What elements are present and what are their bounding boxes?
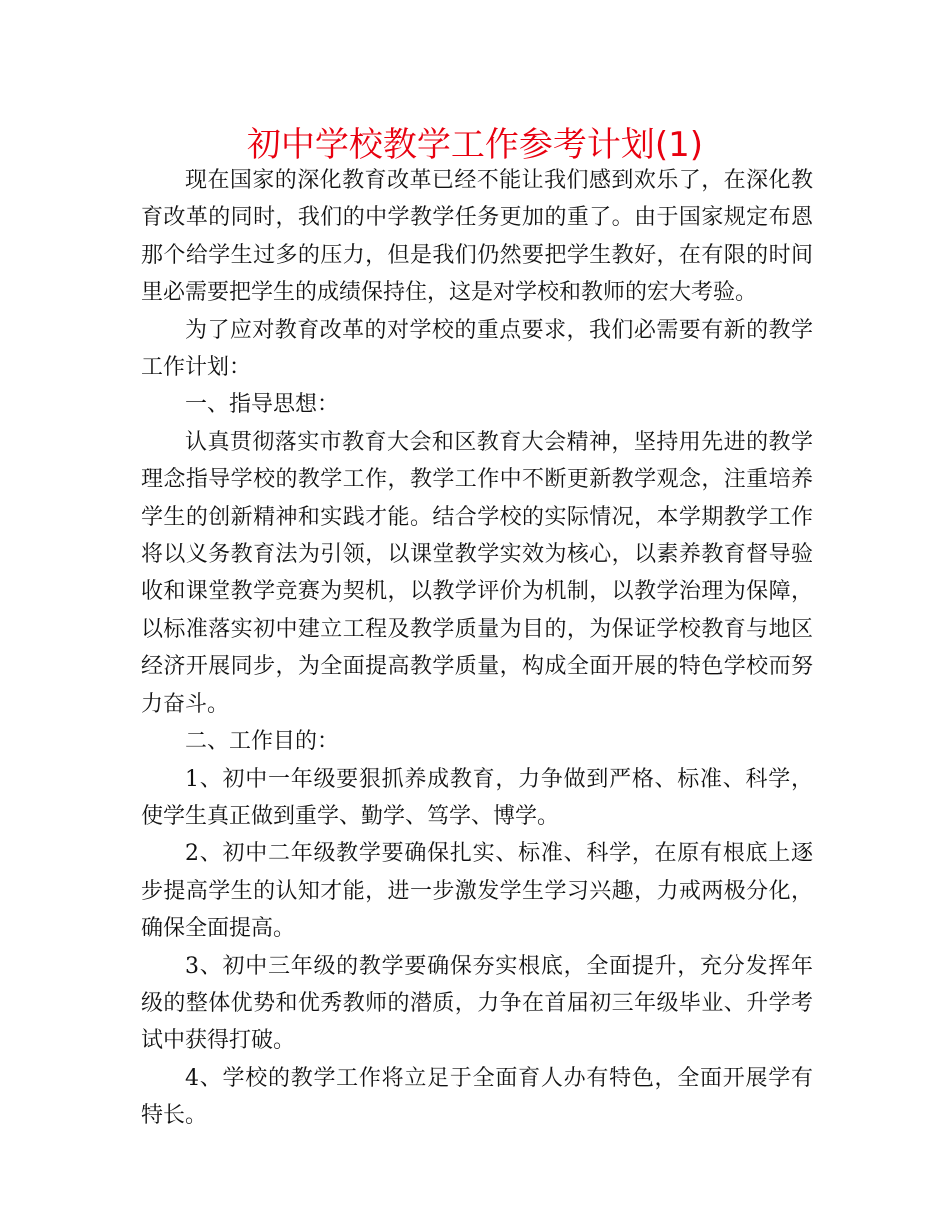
document-body: [141, 162, 813, 1135]
list-item-school-teaching: 4、学校的教学工作将立足于全面育人办有特色，全面开展学有特长。: [141, 1065, 813, 1129]
paragraph-intro: 现在国家的深化教育改革已经不能让我们感到欢乐了，在深化教育改革的同时，我们的中学教学任务更加的重了。由于国家规定布恩那个给学生过多的压力，但是我们仍然要把学生教好，在有限的时间里必需要把学生的成绩保持住，这是对学校和教师的宏大考验。: [141, 168, 813, 306]
document-title: 初中学校教学工作参考计划(1): [246, 125, 704, 165]
section-heading-guiding-thought: 一、指导思想：: [185, 392, 340, 418]
list-item-grade-one: 1、初中一年级要狠抓养成教育，力争做到严格、标准、科学，使学生真正做到重学、勤学、笃学、博学。: [141, 766, 813, 829]
list-item-grade-two: 2、初中二年级教学要确保扎实、标准、科学，在原有根底上逐步提高学生的认知才能，进一步激发学生学习兴趣，力戒两极分化，确保全面提高。: [141, 841, 813, 942]
paragraph-plan-intro: 为了应对教育改革的对学校的重点要求，我们必需要有新的教学工作计划：: [141, 317, 813, 381]
list-item-grade-three: 3、初中三年级的教学要确保夯实根底，全面提升，充分发挥年级的整体优势和优秀教师的潜质，力争在首届初三年级毕业、升学考试中获得打破。: [141, 953, 813, 1054]
section-heading-work-goals: 二、工作目的：: [185, 729, 340, 755]
paragraph-guiding-thought: 认真贯彻落实市教育大会和区教育大会精神，坚持用先进的教学理念指导学校的教学工作，教学工作中不断更新教学观念，注重培养学生的创新精神和实践才能。结合学校的实际情况，本学期教学工作将以义务教育法为引领，以课堂教学实效为核心，以素养教育督导验收和课堂教学竞赛为契机，以教学评价为机制，以教学治理为保障，以标准落实初中建立工程及教学质量为目的，为保证学校教育与地区经济开展同步，为全面提高教学质量，构成全面开展的特色学校而努力奋斗。: [141, 429, 813, 717]
